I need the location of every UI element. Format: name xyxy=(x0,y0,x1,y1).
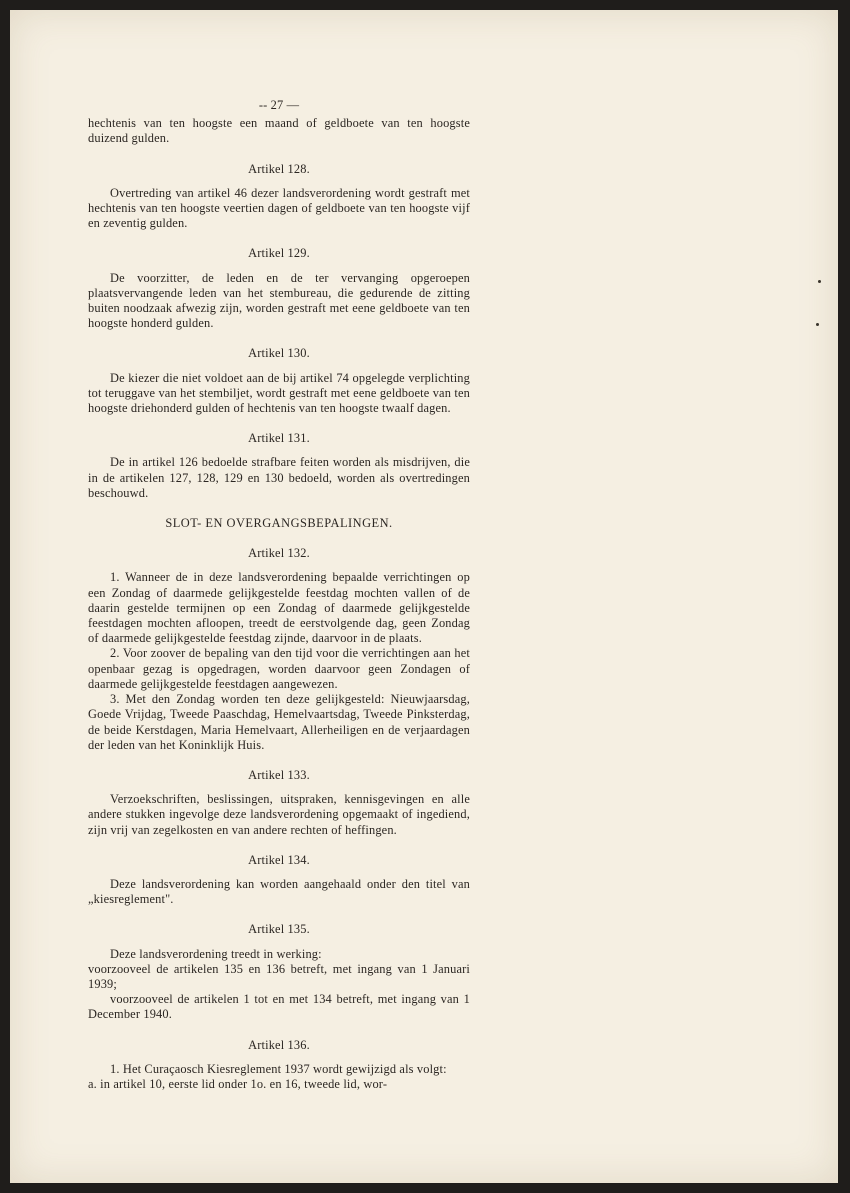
paragraph: Deze landsverordening treedt in werking: xyxy=(110,946,322,961)
article-heading: Artikel 135. xyxy=(248,922,310,937)
section-heading: SLOT- EN OVERGANGSBEPALINGEN. xyxy=(165,516,393,531)
article-heading: Artikel 134. xyxy=(248,852,310,867)
article-heading: Artikel 132. xyxy=(248,546,310,561)
paragraph: Verzoekschriften, beslissingen, uitspraken, kennisgevingen en alle andere stukken ingevolge deze landsverordening opgemaakt of ingediend, zijn vrij van zegelkosten en van andere rechten of heffingen. xyxy=(88,792,470,837)
article-heading: Artikel 130. xyxy=(248,346,310,361)
paragraph: 2. Voor zoover de bepaling van den tijd voor die verrichtingen aan het openbaar gezag is opgedragen, worden daarvoor geen Zondagen of daarmede gelijkgestelde feestdagen aangewezen. xyxy=(88,646,470,691)
article-heading: Artikel 129. xyxy=(248,246,310,261)
paragraph: voorzooveel de artikelen 1 tot en met 134 betreft, met ingang van 1 December 1940. xyxy=(88,992,470,1022)
page-text-column xyxy=(88,98,470,1092)
page-number: -- 27 — xyxy=(258,98,300,112)
paragraph: 1. Het Curaçaosch Kiesreglement 1937 wordt gewijzigd als volgt: xyxy=(110,1061,447,1076)
margin-mark xyxy=(818,280,821,283)
article-heading: Artikel 136. xyxy=(248,1037,310,1052)
paragraph: Deze landsverordening kan worden aangehaald onder den titel van „kiesreglement". xyxy=(88,876,470,907)
paragraph: voorzooveel de artikelen 135 en 136 betreft, met ingang van 1 Januari 1939; xyxy=(88,961,470,991)
paragraph: De in artikel 126 bedoelde strafbare feiten worden als misdrijven, die in de artikelen 127, 128, 129 en 130 bedoeld, worden als overtredingen beschouwd. xyxy=(88,455,470,500)
article-heading: Artikel 131. xyxy=(248,431,310,446)
document-page xyxy=(10,10,838,1183)
paragraph: De voorzitter, de leden en de ter vervanging opgeroepen plaatsvervangende leden van het stembureau, die gedurende de zitting buiten noodzaak afwezig zijn, worden gestraft met eene geldboete van ten hoogste honderd gulden. xyxy=(88,270,470,331)
article-heading: Artikel 128. xyxy=(248,161,310,176)
margin-mark xyxy=(816,323,819,326)
paragraph: Overtreding van artikel 46 dezer landsverordening wordt gestraft met hechtenis van ten hoogste veertien dagen of geldboete van ten hoogste vijf en zeventig gulden. xyxy=(88,185,470,231)
text-blocks xyxy=(88,116,470,1092)
paragraph: 3. Met den Zondag worden ten deze gelijkgesteld: Nieuwjaarsdag, Goede Vrijdag, Tweede Paaschdag, Hemelvaartsdag, Tweede Pinksterdag, de beide Kerstdagen, Maria Hemelvaart, Allerheiligen en de verjaardagen der leden van het Koninklijk Huis. xyxy=(88,692,470,752)
paragraph: De kiezer die niet voldoet aan de bij artikel 74 opgelegde verplichting tot teruggave van het stembiljet, wordt gestraft met eene geldboete van ten hoogste driehonderd gulden of hechtenis van ten hoogste twaalf dagen. xyxy=(88,370,470,416)
paragraph: hechtenis van ten hoogste een maand of geldboete van ten hoogste duizend gulden. xyxy=(88,116,470,146)
article-heading: Artikel 133. xyxy=(248,767,310,782)
paragraph: 1. Wanneer de in deze landsverordening bepaalde verrichtingen op een Zondag of daarmede gelijkgestelde feestdag mochten vallen of de daarin gestelde termijnen op een Zondag of daarmede gelijkgestelde feestdagen mochten afloopen, treedt de eerstvolgende dag, geen Zondag of daarmede gelijkgestelde feestdag zijnde, daarvoor in de plaats. xyxy=(88,570,470,646)
paragraph: a. in artikel 10, eerste lid onder 1o. en 16, tweede lid, wor- xyxy=(88,1076,388,1091)
